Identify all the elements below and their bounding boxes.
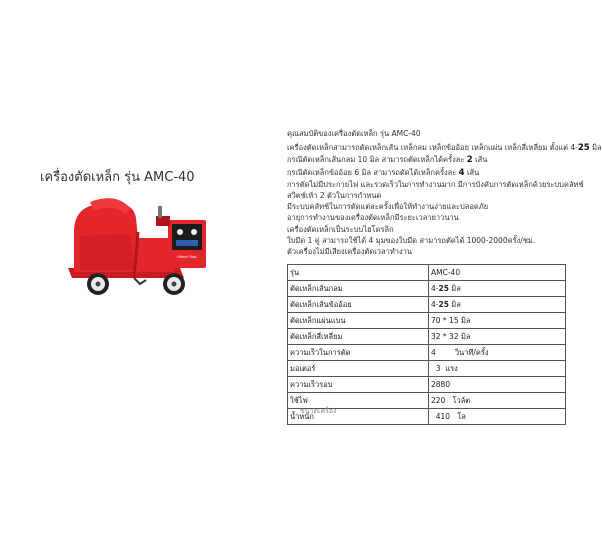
description-heading: คุณสมบัติของเครื่องตัดเหล็ก รุ่น AMC-40 [287,129,421,138]
table-row [288,345,566,361]
spec-key: ความเร็วในการตัด [288,345,429,361]
table-row [288,377,566,393]
spec-value: 32 * 32 มิล [429,329,566,345]
spec-key: ตัดเหล็กเส้นข้ออ้อย [288,297,429,313]
description-line: กรณีตัดเหล็กเส้นกลม 10 มิล สามารถตัดเหล็กได้ครั้งละ 2 เส้น [287,155,488,166]
spec-value: AMC-40 [429,265,566,281]
description-line: กรณีตัดเหล็กข้ออ้อย 6 มิล สามารถตัดได้เหล็กครั้งละ 4 เส้น [287,167,480,178]
machine-label: Hitech Mac [177,255,197,259]
machine-image [60,192,220,304]
description-line: สวิตช์เท้า 2 ตัวในการกำหนด [287,191,382,201]
spec-value: 4-25 มิล [429,281,566,297]
table-row [288,361,566,377]
product-title: เครื่องตัดเหล็ก รุ่น AMC-40 [40,170,195,185]
description-line: ใบมีด 1 คู่ สามารถใช้ได้ 4 มุมของใบมีด สามารถตัดได้ 1000-2000ครั้ง/ชม. [287,235,536,245]
spec-key: มอเตอร์ [288,361,429,377]
description-line: ตัวเครื่องไม่มีเสียงเครื่องตัดเวลาทำงาน [287,247,412,257]
spec-key: น้ำหนัก [288,409,429,425]
cutoff-text: ขนาดเครื่อง [300,407,337,415]
table-row [288,281,566,297]
spec-key: ตัดเหล็กสี่เหลี่ยม [288,329,429,345]
table-row [288,313,566,329]
description-line: เครื่องตัดเหล็กสามารถตัดเหล็กเส้น เหล็กลม เหล็กข้ออ้อย เหล็กแผ่น เหล็กสี่เหลี่ยม ตั้งแต่ 4-25 มิล [287,143,602,154]
spec-table [287,264,566,425]
spec-value: 4 วินาที/ครั้ง [429,345,566,361]
spec-value: 4-25 มิล [429,297,566,313]
table-row [288,297,566,313]
table-row [288,265,566,281]
spec-value: 2880 [429,377,566,393]
spec-value: 410 โล [429,409,566,425]
spec-key: ตัดเหล็กเส้นกลม [288,281,429,297]
description-line: อายุการทำงานของเครื่องตัดเหล็กมีระยะเวลายาวนาน [287,213,459,223]
description-line: มีระบบคลัทช์ในการตัดแต่ละครั้งเพื่อให้ทำงานง่ายและปลอดภัย [287,202,489,212]
spec-key: รุ่น [288,265,429,281]
spec-value: 3 แรง [429,361,566,377]
table-row [288,329,566,345]
spec-value: 70 * 15 มิล [429,313,566,329]
spec-key: ตัดเหล็กแผ่นแบน [288,313,429,329]
spec-key: ความเร็วรอบ [288,377,429,393]
description-line: การตัดไม่มีประกายไฟ และรวดเร็วในการทำงานมาก มีการบังคับการตัดเหล็กด้วยระบบคลัทช์ [287,179,584,189]
description-block [287,128,602,257]
description-line: เครื่องตัดเหล็กเป็นระบบไฮโดรลิก [287,224,394,234]
spec-key: ใช้ไฟ [288,393,429,409]
spec-value: 220 โวล์ต [429,393,566,409]
